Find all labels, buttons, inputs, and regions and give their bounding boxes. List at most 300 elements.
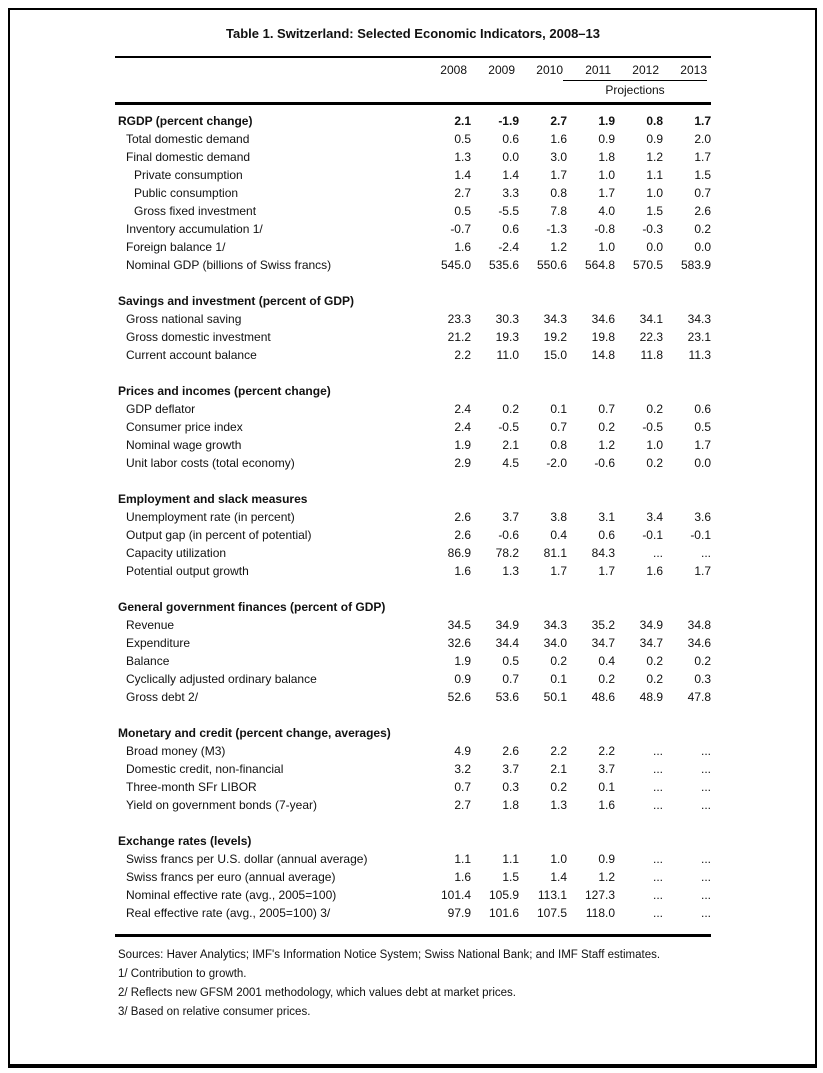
cell-value	[567, 292, 615, 310]
cell-value	[615, 598, 663, 616]
cell-value: 0.9	[454, 672, 471, 686]
cell-value: ...	[652, 888, 663, 902]
cell-value: -0.6	[594, 456, 615, 470]
cell-value: 21.2	[447, 330, 471, 344]
cell-value: ...	[700, 546, 711, 560]
table-header	[115, 56, 711, 105]
cell-value: 84.3	[591, 546, 615, 560]
cell-value: 15.0	[543, 348, 567, 362]
column-header-2010: 2010	[536, 63, 563, 77]
cell-value: 34.6	[687, 636, 711, 650]
table-row	[115, 310, 711, 328]
cell-value: 48.9	[639, 690, 663, 704]
cell-value: 3.1	[598, 510, 615, 524]
cell-value: 0.0	[694, 456, 711, 470]
cell-value: 2.6	[694, 204, 711, 218]
projections-label: Projections	[563, 80, 707, 98]
cell-value: 14.8	[591, 348, 615, 362]
cell-value	[423, 490, 471, 508]
cell-value: 0.5	[454, 204, 471, 218]
cell-value: -2.0	[546, 456, 567, 470]
section-header-row	[115, 724, 711, 742]
cell-value: 1.7	[598, 186, 615, 200]
cell-value: ...	[652, 762, 663, 776]
table-row	[115, 184, 711, 202]
cell-value: 34.3	[543, 618, 567, 632]
row-label: Nominal GDP (billions of Swiss francs)	[126, 258, 332, 272]
row-label: Private consumption	[134, 168, 243, 182]
footnote-3: 3/ Based on relative consumer prices.	[118, 1006, 311, 1018]
cell-value: 34.3	[687, 312, 711, 326]
cell-value: 7.8	[550, 204, 567, 218]
cell-value	[519, 292, 567, 310]
section-header-row	[115, 490, 711, 508]
table-row	[115, 418, 711, 436]
cell-value: 0.2	[598, 420, 615, 434]
cell-value: 127.3	[584, 888, 615, 902]
cell-value: 2.0	[694, 132, 711, 146]
cell-value: 2.6	[502, 744, 519, 758]
cell-value: ...	[700, 798, 711, 812]
cell-value: -0.1	[690, 528, 711, 542]
table-row	[115, 220, 711, 238]
cell-value: 0.2	[550, 780, 567, 794]
cell-value: 564.8	[584, 258, 615, 272]
table-row	[115, 166, 711, 184]
cell-value: 1.7	[694, 438, 711, 452]
row-label: Revenue	[126, 618, 175, 632]
cell-value: 34.1	[639, 312, 663, 326]
cell-value: 0.9	[646, 132, 663, 146]
cell-value: 1.7	[598, 564, 615, 578]
row-label: Capacity utilization	[126, 546, 227, 560]
row-label: Prices and incomes (percent change)	[118, 384, 331, 398]
cell-value: 101.6	[488, 906, 519, 920]
table-row	[115, 742, 711, 760]
cell-value: 2.4	[454, 420, 471, 434]
table-row	[115, 796, 711, 814]
cell-value: 0.6	[694, 402, 711, 416]
cell-value: 1.2	[598, 870, 615, 884]
cell-value: 0.7	[502, 672, 519, 686]
cell-value: 1.3	[550, 798, 567, 812]
cell-value: 545.0	[440, 258, 471, 272]
cell-value: 19.3	[495, 330, 519, 344]
cell-value: 118.0	[585, 906, 615, 920]
cell-value: 1.5	[694, 168, 711, 182]
projections-spacer	[115, 80, 419, 98]
cell-value: 1.1	[502, 852, 519, 866]
cell-value: 1.2	[550, 240, 567, 254]
table-row	[115, 886, 711, 904]
cell-value	[663, 382, 711, 400]
cell-value: ...	[652, 906, 663, 920]
cell-value: 2.2	[454, 348, 471, 362]
cell-value: 11.0	[496, 348, 519, 362]
cell-value: 0.4	[550, 528, 567, 542]
cell-value	[423, 292, 471, 310]
row-label: Total domestic demand	[126, 132, 250, 146]
cell-value: 1.4	[454, 168, 471, 182]
cell-value: ...	[700, 744, 711, 758]
cell-value: 1.0	[550, 852, 567, 866]
table-row	[115, 202, 711, 220]
cell-value: 0.8	[646, 114, 663, 128]
row-label: Domestic credit, non-financial	[126, 762, 284, 776]
cell-value	[663, 490, 711, 508]
cell-value: 2.7	[454, 798, 471, 812]
row-label: Nominal effective rate (avg., 2005=100)	[126, 888, 337, 902]
footnote-2: 2/ Reflects new GFSM 2001 methodology, which values debt at market prices.	[118, 987, 517, 999]
cell-value: 2.7	[454, 186, 471, 200]
cell-value: 97.9	[447, 906, 471, 920]
cell-value: -0.3	[642, 222, 663, 236]
row-label: Swiss francs per U.S. dollar (annual average)	[126, 852, 368, 866]
projections-row	[115, 80, 711, 98]
cell-value: 0.4	[598, 654, 615, 668]
cell-value: -2.4	[498, 240, 519, 254]
cell-value: 0.7	[550, 420, 567, 434]
cell-value: ...	[700, 870, 711, 884]
cell-value: 570.5	[632, 258, 663, 272]
row-label: Savings and investment (percent of GDP)	[118, 294, 355, 308]
cell-value: 2.2	[550, 744, 567, 758]
table-section	[115, 490, 711, 580]
cell-value: 2.4	[454, 402, 471, 416]
cell-value: 32.6	[447, 636, 471, 650]
cell-value: 1.7	[694, 114, 711, 128]
cell-value	[519, 490, 567, 508]
cell-value: 3.7	[502, 510, 519, 524]
table-row	[115, 328, 711, 346]
row-label: Potential output growth	[126, 564, 249, 578]
table-section	[115, 382, 711, 472]
cell-value: 1.3	[454, 150, 471, 164]
table-section	[115, 832, 711, 922]
cell-value: -1.9	[498, 114, 519, 128]
cell-value: 4.5	[502, 456, 519, 470]
cell-value	[567, 724, 615, 742]
cell-value	[663, 598, 711, 616]
cell-value: 1.8	[598, 150, 615, 164]
cell-value: ...	[652, 744, 663, 758]
row-label: Output gap (in percent of potential)	[126, 528, 312, 542]
cell-value: 0.0	[502, 150, 519, 164]
cell-value: 50.1	[543, 690, 567, 704]
row-label: Gross debt 2/	[126, 690, 199, 704]
cell-value: ...	[652, 870, 663, 884]
cell-value: 0.1	[598, 780, 615, 794]
table-row	[115, 868, 711, 886]
table-row	[115, 400, 711, 418]
cell-value	[471, 292, 519, 310]
cell-value: 2.6	[454, 528, 471, 542]
cell-value: 107.5	[536, 906, 567, 920]
row-label: Expenditure	[126, 636, 191, 650]
row-label: Cyclically adjusted ordinary balance	[126, 672, 317, 686]
table-row	[115, 508, 711, 526]
cell-value: 0.6	[502, 132, 519, 146]
cell-value: 1.6	[646, 564, 663, 578]
cell-value: 34.7	[591, 636, 615, 650]
table-row	[115, 454, 711, 472]
cell-value: 1.7	[694, 564, 711, 578]
cell-value	[663, 724, 711, 742]
column-header-2013: 2013	[680, 63, 707, 77]
cell-value	[663, 292, 711, 310]
cell-value: 0.7	[598, 402, 615, 416]
row-label: Yield on government bonds (7-year)	[126, 798, 317, 812]
table-row	[115, 544, 711, 562]
row-label: Unit labor costs (total economy)	[126, 456, 295, 470]
cell-value: 1.7	[550, 168, 567, 182]
cell-value: 81.1	[543, 546, 567, 560]
cell-value: 1.4	[550, 870, 567, 884]
cell-value: -0.5	[498, 420, 519, 434]
cell-value: 53.6	[495, 690, 519, 704]
cell-value	[519, 832, 567, 850]
cell-value: 3.2	[454, 762, 471, 776]
cell-value: 47.8	[687, 690, 711, 704]
cell-value: 34.9	[639, 618, 663, 632]
table-row	[115, 652, 711, 670]
table-section	[115, 598, 711, 706]
cell-value: 1.1	[646, 168, 663, 182]
cell-value: 3.7	[598, 762, 615, 776]
cell-value: 0.2	[694, 222, 711, 236]
cell-value: 3.0	[550, 150, 567, 164]
row-label: Exchange rates (levels)	[118, 834, 252, 848]
cell-value	[519, 382, 567, 400]
cell-value: 1.3	[502, 564, 519, 578]
cell-value: 19.8	[591, 330, 615, 344]
row-label: Final domestic demand	[126, 150, 251, 164]
cell-value: 0.2	[550, 654, 567, 668]
row-label: Foreign balance 1/	[126, 240, 226, 254]
cell-value: 2.7	[550, 114, 567, 128]
cell-value: 0.8	[550, 438, 567, 452]
cell-value: 1.2	[598, 438, 615, 452]
cell-value: ...	[652, 798, 663, 812]
cell-value: 34.8	[687, 618, 711, 632]
cell-value: -0.6	[498, 528, 519, 542]
cell-value: ...	[700, 852, 711, 866]
table-section	[115, 724, 711, 814]
cell-value: ...	[700, 888, 711, 902]
cell-value: 1.7	[694, 150, 711, 164]
cell-value: 1.0	[598, 168, 615, 182]
section-header-row	[115, 832, 711, 850]
row-label: Balance	[126, 654, 170, 668]
cell-value: ...	[652, 852, 663, 866]
table-row	[115, 616, 711, 634]
cell-value: 48.6	[591, 690, 615, 704]
cell-value: 3.7	[502, 762, 519, 776]
cell-value: 1.6	[454, 564, 471, 578]
row-label: Nominal wage growth	[126, 438, 242, 452]
cell-value: 1.5	[502, 870, 519, 884]
cell-value: 1.6	[550, 132, 567, 146]
section-header-row	[115, 598, 711, 616]
cell-value: 4.9	[454, 744, 471, 758]
cell-value: 3.4	[646, 510, 663, 524]
cell-value: 0.6	[598, 528, 615, 542]
table-row	[115, 688, 711, 706]
cell-value: 0.0	[646, 240, 663, 254]
cell-value: 34.7	[639, 636, 663, 650]
table-row	[115, 634, 711, 652]
cell-value: 0.9	[598, 132, 615, 146]
cell-value: 550.6	[536, 258, 567, 272]
cell-value: 1.5	[646, 204, 663, 218]
cell-value: 0.2	[502, 402, 519, 416]
cell-value: 34.4	[495, 636, 519, 650]
cell-value: 1.2	[646, 150, 663, 164]
section-header-row	[115, 292, 711, 310]
cell-value: ...	[652, 780, 663, 794]
cell-value: 34.9	[495, 618, 519, 632]
cell-value: 2.9	[454, 456, 471, 470]
cell-value	[471, 724, 519, 742]
cell-value: 52.6	[447, 690, 471, 704]
cell-value: ...	[700, 906, 711, 920]
row-label: Broad money (M3)	[126, 744, 226, 758]
cell-value: 1.4	[502, 168, 519, 182]
cell-value: 0.2	[598, 672, 615, 686]
cell-value: 0.2	[646, 456, 663, 470]
cell-value: 78.2	[495, 546, 519, 560]
cell-value: 34.6	[591, 312, 615, 326]
row-label: Inventory accumulation 1/	[126, 222, 263, 236]
footnote-1: 1/ Contribution to growth.	[118, 968, 247, 980]
footnotes	[115, 946, 711, 1022]
cell-value: 0.7	[454, 780, 471, 794]
table-row	[115, 130, 711, 148]
cell-value: 0.0	[694, 240, 711, 254]
column-header-2011: 2011	[585, 63, 611, 77]
section-header-row	[115, 382, 711, 400]
row-label: Current account balance	[126, 348, 257, 362]
table-body	[115, 105, 711, 937]
cell-value: 0.3	[502, 780, 519, 794]
cell-value: 113.1	[537, 888, 567, 902]
cell-value: 101.4	[440, 888, 471, 902]
cell-value: 1.0	[646, 186, 663, 200]
cell-value: 1.0	[646, 438, 663, 452]
row-label: Three-month SFr LIBOR	[126, 780, 257, 794]
cell-value: 1.9	[598, 114, 615, 128]
cell-value	[615, 292, 663, 310]
cell-value	[663, 832, 711, 850]
table-row	[115, 526, 711, 544]
cell-value: 1.6	[598, 798, 615, 812]
cell-value: 0.6	[502, 222, 519, 236]
cell-value	[519, 724, 567, 742]
cell-value: 0.2	[646, 402, 663, 416]
cell-value: -0.7	[450, 222, 471, 236]
cell-value	[423, 598, 471, 616]
cell-value: 3.6	[694, 510, 711, 524]
cell-value	[615, 382, 663, 400]
cell-value: 0.5	[694, 420, 711, 434]
cell-value: 535.6	[488, 258, 519, 272]
cell-value: 0.2	[646, 672, 663, 686]
cell-value	[567, 382, 615, 400]
cell-value: 1.7	[550, 564, 567, 578]
row-label: Gross national saving	[126, 312, 242, 326]
header-label-spacer	[115, 63, 419, 78]
table-row	[115, 346, 711, 364]
cell-value: 23.1	[687, 330, 711, 344]
row-label: Gross domestic investment	[126, 330, 271, 344]
row-label: Employment and slack measures	[118, 492, 308, 506]
cell-value: 583.9	[680, 258, 711, 272]
cell-value: 30.3	[495, 312, 519, 326]
cell-value: 4.0	[598, 204, 615, 218]
cell-value: 11.8	[640, 348, 663, 362]
cell-value: 34.0	[543, 636, 567, 650]
cell-value: ...	[700, 762, 711, 776]
cell-value: 2.1	[454, 114, 471, 128]
row-label: Real effective rate (avg., 2005=100) 3/	[126, 906, 331, 920]
cell-value: 34.5	[447, 618, 471, 632]
cell-value: 2.1	[550, 762, 567, 776]
table-container	[115, 20, 711, 1022]
cell-value: 22.3	[639, 330, 663, 344]
table-row	[115, 778, 711, 796]
cell-value	[567, 490, 615, 508]
column-header-2009: 2009	[488, 63, 515, 77]
table-row	[115, 256, 711, 274]
cell-value: 1.1	[454, 852, 471, 866]
row-label: RGDP (percent change)	[118, 114, 253, 128]
table-row	[115, 238, 711, 256]
table-row	[115, 562, 711, 580]
cell-value: -0.5	[642, 420, 663, 434]
cell-value: 0.9	[598, 852, 615, 866]
cell-value: ...	[700, 780, 711, 794]
cell-value	[471, 490, 519, 508]
cell-value	[519, 598, 567, 616]
cell-value: 0.1	[550, 672, 567, 686]
cell-value: 0.1	[550, 402, 567, 416]
cell-value: 0.7	[694, 186, 711, 200]
cell-value: 1.9	[454, 438, 471, 452]
cell-value: 105.9	[488, 888, 519, 902]
cell-value	[567, 832, 615, 850]
cell-value: 11.3	[688, 348, 711, 362]
cell-value	[615, 724, 663, 742]
table-row	[115, 904, 711, 922]
table-section	[115, 292, 711, 364]
row-label: Gross fixed investment	[134, 204, 257, 218]
table-row	[115, 436, 711, 454]
cell-value: -0.1	[642, 528, 663, 542]
row-label: Swiss francs per euro (annual average)	[126, 870, 336, 884]
cell-value: 2.1	[502, 438, 519, 452]
section-header-row	[115, 112, 711, 130]
cell-value: 1.6	[454, 870, 471, 884]
row-label: Unemployment rate (in percent)	[126, 510, 295, 524]
column-header-2012: 2012	[632, 63, 659, 77]
cell-value	[423, 382, 471, 400]
cell-value: -0.8	[594, 222, 615, 236]
sources-note: Sources: Haver Analytics; IMF's Information Notice System; Swiss National Bank; and IMF Staff estimates.	[118, 949, 661, 961]
row-label: Monetary and credit (percent change, averages)	[118, 726, 391, 740]
year-header-row	[115, 58, 711, 78]
cell-value: 0.5	[454, 132, 471, 146]
cell-value: 34.3	[543, 312, 567, 326]
